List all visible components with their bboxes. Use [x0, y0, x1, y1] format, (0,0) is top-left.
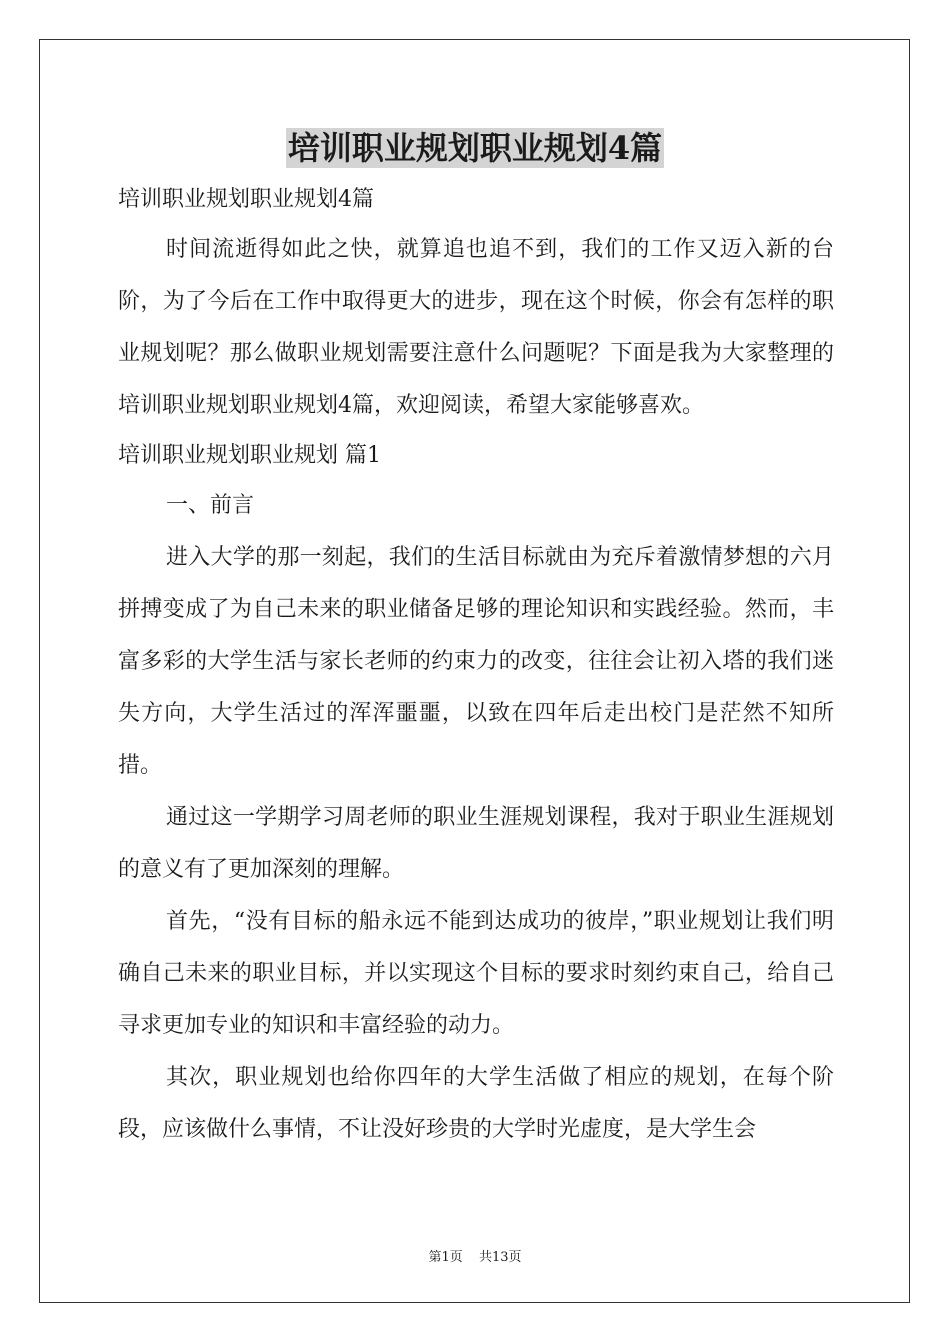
body-paragraph-2: 通过这一学期学习周老师的职业生涯规划课程，我对于职业生涯规划的意义有了更加深刻的理解。 [118, 805, 834, 882]
body-paragraph-4: 其次，职业规划也给你四年的大学生活做了相应的规划，在每个阶段，应该做什么事情，不让没好珍贵的大学时光虚度，是大学生会 [118, 1065, 834, 1142]
body-paragraph-1: 进入大学的那一刻起，我们的生活目标就由为充斥着激情梦想的六月拼搏变成了为自己未来的职业储备足够的理论知识和实践经验。然而，丰富多彩的大学生活与家长老师的约束力的改变，往往会让初入塔的我们迷失方向，大学生活过的浑浑噩噩，以致在四年后走出校门是茫然不知所措。 [118, 545, 834, 778]
page-footer [0, 1246, 950, 1265]
total-pages: 共13页 [478, 1250, 522, 1265]
preface-heading: 一、前言 [166, 493, 255, 518]
title-container [0, 128, 950, 168]
page-number: 第1页 [428, 1250, 463, 1265]
body-paragraph-3: 首先，“没有目标的船永远不能到达成功的彼岸，”职业规划让我们明确自己未来的职业目标，并以实现这个目标的要求时刻约束自己，给自己寻求更加专业的知识和丰富经验的动力。 [118, 909, 834, 1038]
document-subtitle: 培训职业规划职业规划4篇 [118, 187, 374, 212]
section-heading: 培训职业规划职业规划 篇1 [118, 443, 381, 468]
document-body [118, 176, 834, 1156]
intro-paragraph: 时间流逝得如此之快，就算追也追不到，我们的工作又迈入新的台阶，为了今后在工作中取得更大的进步，现在这个时候，你会有怎样的职业规划呢？那么做职业规划需要注意什么问题呢？下面是我为大家整理的培训职业规划职业规划4篇，欢迎阅读，希望大家能够喜欢。 [118, 237, 834, 418]
document-title: 培训职业规划职业规划4篇 [287, 129, 663, 167]
